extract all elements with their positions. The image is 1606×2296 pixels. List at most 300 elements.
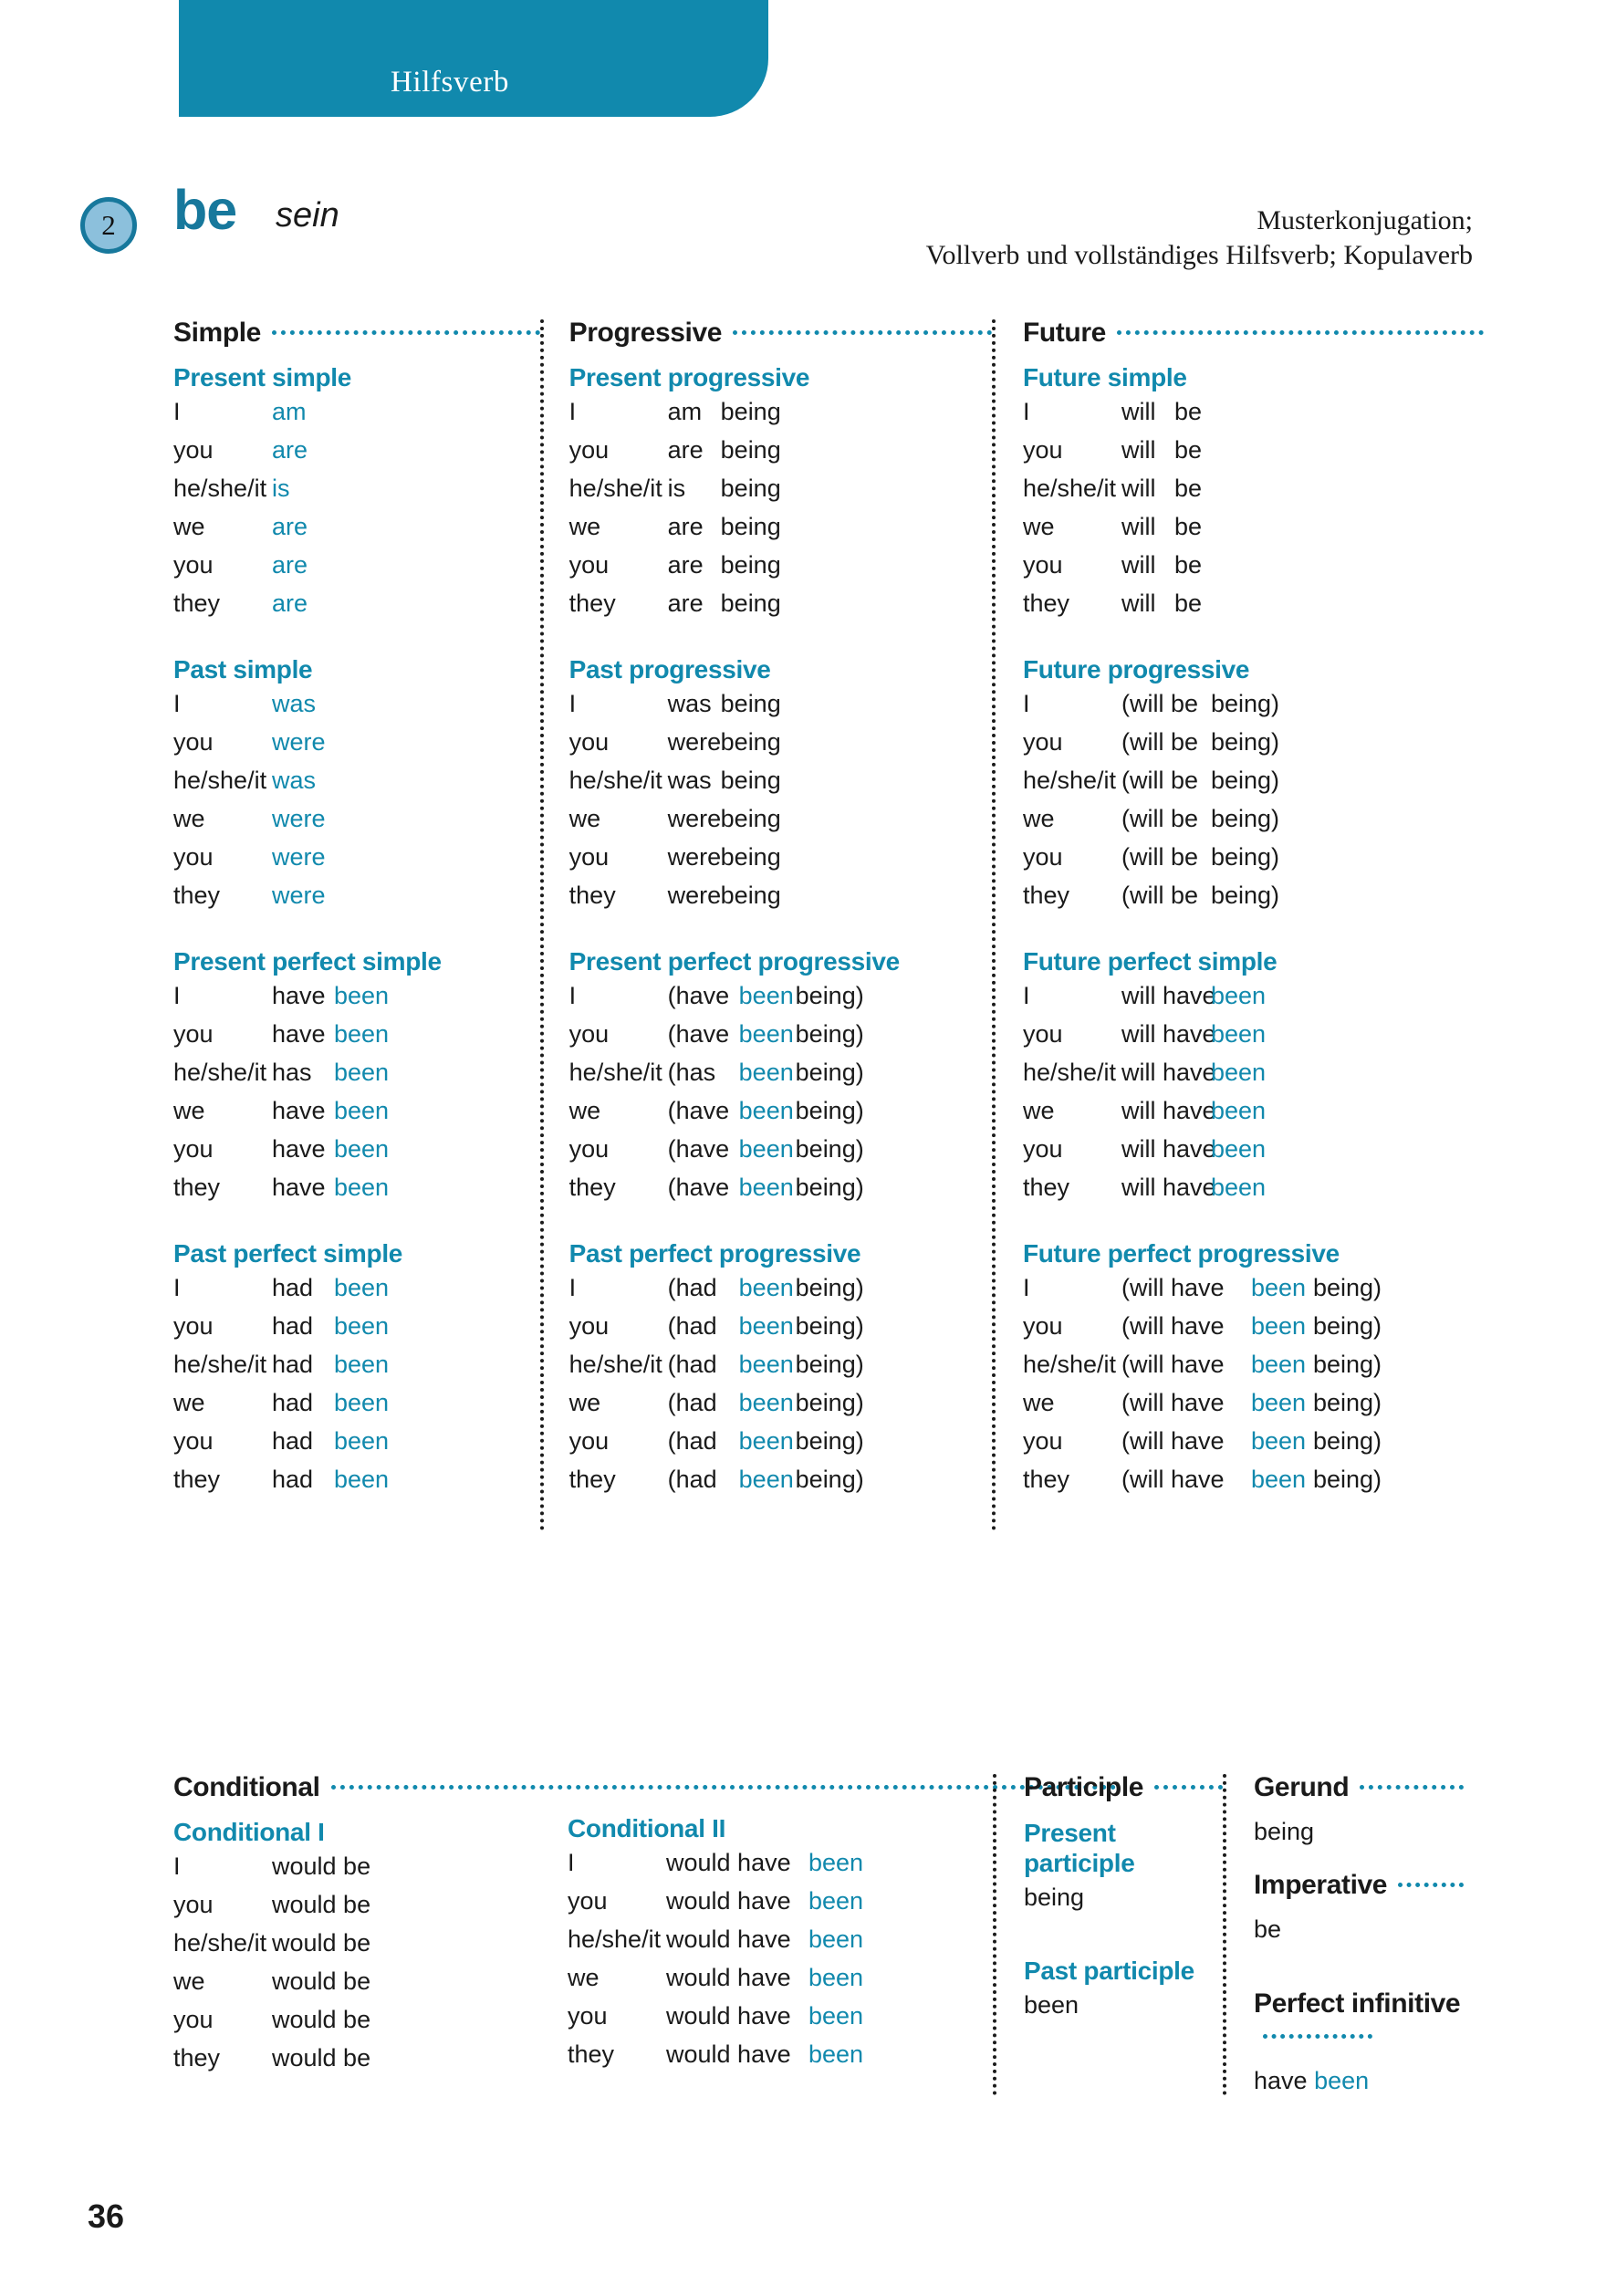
auxiliary: (will have: [1121, 1466, 1225, 1493]
verb-form: been: [334, 1135, 390, 1163]
column-header-future-label: Future: [1022, 318, 1106, 348]
auxiliary: had: [272, 1351, 314, 1378]
conjugation-row: [173, 805, 540, 843]
pronoun: you: [568, 1135, 610, 1163]
verb-form-suffix: being): [795, 1466, 864, 1493]
conjugation-row: [1023, 1059, 1484, 1097]
auxiliary: (have: [667, 1135, 730, 1163]
pronoun: you: [1022, 728, 1063, 756]
verb-form: being): [1210, 690, 1280, 717]
pronoun: I: [173, 690, 181, 717]
gerund-value: being: [1254, 1818, 1315, 1845]
verb-form: been: [1250, 1351, 1307, 1378]
spacer: [1024, 1912, 1223, 1956]
perfect-infinitive-value: [1254, 2067, 1464, 2095]
pronoun: I: [1022, 398, 1030, 425]
conjugation-row: [569, 1174, 992, 1212]
verb-form: is: [272, 475, 290, 502]
conjugation-row: [1023, 805, 1484, 843]
column-header-imperative: [1254, 1870, 1464, 1901]
pronoun: he/she/it: [173, 475, 267, 502]
pronoun: they: [568, 590, 616, 617]
verb-form: being: [720, 690, 781, 717]
spacer: [1254, 1944, 1464, 1988]
conjugation-row: [568, 1849, 993, 1887]
pronoun: I: [568, 982, 577, 1009]
pronoun: we: [1022, 513, 1055, 540]
auxiliary: had: [272, 1312, 314, 1340]
conjugation-row: [173, 690, 540, 728]
pronoun: they: [1022, 882, 1069, 909]
pronoun: we: [1022, 1097, 1055, 1124]
verb-form: be: [1173, 398, 1202, 425]
auxiliary: will: [1121, 551, 1156, 579]
pronoun: we: [173, 1389, 205, 1416]
auxiliary: (had: [667, 1351, 717, 1378]
conjugation-row: [173, 843, 540, 882]
pronoun: they: [173, 882, 221, 909]
entry-number-badge: 2: [80, 197, 137, 254]
auxiliary: (had: [667, 1274, 717, 1301]
auxiliary: am: [667, 398, 703, 425]
auxiliary: would have: [666, 2002, 791, 2030]
pronoun: they: [173, 1174, 221, 1201]
pronoun: we: [568, 1097, 601, 1124]
conjugation-row: [568, 1887, 993, 1926]
column-conditional-two: [542, 1772, 993, 2079]
pronoun: we: [173, 805, 205, 832]
conjugation-row: [1023, 551, 1484, 590]
verb-form: are: [272, 590, 308, 617]
pronoun: we: [568, 513, 601, 540]
auxiliary: (will have: [1121, 1427, 1225, 1455]
dotted-leader: [1154, 1785, 1223, 1790]
pronoun: they: [1022, 590, 1069, 617]
verb-form-suffix: being): [795, 1274, 864, 1301]
pronoun: you: [173, 1312, 214, 1340]
tense-title: Conditional I: [173, 1818, 325, 1846]
conjugation-row: [173, 1967, 542, 2006]
auxiliary: will: [1121, 475, 1156, 502]
auxiliary: (had: [667, 1466, 717, 1493]
conjugation-row: [1023, 1466, 1484, 1504]
pronoun: you: [173, 551, 214, 579]
verb-form-suffix: being): [795, 1312, 864, 1340]
tense-future-perfect-simple: [1023, 947, 1484, 1212]
auxiliary: will: [1121, 513, 1156, 540]
pronoun: they: [173, 2044, 221, 2072]
pronoun: he/she/it: [1022, 1351, 1117, 1378]
verb-form-suffix: being): [795, 1059, 864, 1086]
tense-title: Present progressive: [568, 363, 810, 391]
tense-present-perfect-simple: [173, 947, 540, 1212]
verb-form: being: [720, 843, 781, 871]
pronoun: you: [568, 436, 610, 464]
conjugation-row: [1023, 1135, 1484, 1174]
conjugation-row: [173, 1020, 540, 1059]
conjugation-row: [569, 1466, 992, 1504]
auxiliary: would have: [666, 1964, 791, 1991]
verb-form: being): [1210, 767, 1280, 794]
pronoun: they: [173, 1466, 221, 1493]
conjugation-row: [1023, 1020, 1484, 1059]
perfect-infinitive-participle: been: [1314, 2066, 1370, 2094]
auxiliary: were: [667, 728, 722, 756]
conjugation-row: [569, 843, 992, 882]
auxiliary: (will be: [1121, 767, 1198, 794]
conjugation-row: [1023, 398, 1484, 436]
tense-title: Present perfect simple: [173, 947, 442, 976]
auxiliary: have: [272, 1174, 326, 1201]
pronoun: you: [173, 436, 214, 464]
verb-form-suffix: being): [795, 1174, 864, 1201]
verb-form: been: [1250, 1466, 1307, 1493]
dotted-leader: [272, 330, 540, 335]
dotted-leader: [733, 330, 992, 335]
verb-form: been: [808, 1887, 864, 1915]
dotted-leader: [1263, 2034, 1372, 2039]
conjugation-row: [173, 767, 540, 805]
verb-form: been: [738, 1389, 794, 1416]
verb-form: being: [720, 767, 781, 794]
verb-form: was: [272, 690, 317, 717]
tense-present-progressive: [569, 363, 992, 628]
pronoun: we: [568, 1964, 600, 1991]
auxiliary: are: [667, 436, 704, 464]
conjugation-row: [1023, 590, 1484, 628]
pronoun: we: [568, 1389, 601, 1416]
auxiliary: (will be: [1121, 728, 1198, 756]
verb-form: been: [334, 1020, 390, 1048]
column-header-participle-label: Participle: [1024, 1772, 1144, 1802]
conjugation-row: [569, 1389, 992, 1427]
verb-form: been: [334, 1351, 390, 1378]
verb-form: are: [272, 551, 308, 579]
verb-form: been: [1250, 1312, 1307, 1340]
pronoun: he/she/it: [568, 767, 662, 794]
pronoun: he/she/it: [1022, 767, 1117, 794]
present-participle-label: Present participle: [1024, 1819, 1135, 1878]
auxiliary: would have: [666, 2040, 791, 2068]
conjugation-row: [1023, 1389, 1484, 1427]
conjugation-row: [569, 1020, 992, 1059]
dotted-leader: [1398, 1883, 1464, 1887]
column-gerund-imperative: [1226, 1772, 1464, 2095]
column-header-progressive: [569, 318, 992, 349]
auxiliary: had: [272, 1274, 314, 1301]
conjugation-row: [569, 690, 992, 728]
tense-present-perfect-progressive: [569, 947, 992, 1212]
pronoun: I: [568, 1849, 575, 1876]
conjugation-row: [173, 982, 540, 1020]
tense-title: Present perfect progressive: [568, 947, 900, 976]
conjugation-row: [173, 728, 540, 767]
auxiliary: will: [1121, 590, 1156, 617]
verb-form: are: [272, 436, 308, 464]
pronoun: you: [173, 1135, 214, 1163]
column-participle: [996, 1772, 1223, 2019]
verb-form: being): [1210, 728, 1280, 756]
conjugation-row: [173, 1351, 540, 1389]
verb-form: being): [1210, 882, 1280, 909]
tense-present-simple: [173, 363, 540, 628]
entry-subtitle: [926, 204, 1473, 274]
verb-form: were: [272, 843, 326, 871]
tense-past-perfect-simple: [173, 1239, 540, 1504]
verb-form: would be: [272, 1929, 371, 1957]
conjugation-row: [173, 436, 540, 475]
conjugation-row: [173, 1274, 540, 1312]
pronoun: I: [173, 1274, 181, 1301]
verb-form: been: [738, 1312, 794, 1340]
verb-form: been: [334, 1466, 390, 1493]
pronoun: I: [173, 1852, 181, 1880]
column-conditional: [173, 1772, 542, 2082]
conjugation-row: [569, 1312, 992, 1351]
conjugation-row: [569, 1135, 992, 1174]
verb-form: been: [334, 1274, 390, 1301]
auxiliary: (will have: [1121, 1274, 1225, 1301]
auxiliary: was: [667, 690, 712, 717]
column-future: [996, 318, 1484, 1531]
pronoun: they: [568, 1466, 616, 1493]
conjugation-row: [1023, 728, 1484, 767]
verb-form: been: [1210, 1097, 1267, 1124]
pronoun: you: [568, 843, 610, 871]
auxiliary: have: [272, 1020, 326, 1048]
pronoun: I: [1022, 982, 1030, 1009]
auxiliary: will have: [1121, 1135, 1216, 1163]
auxiliary: will have: [1121, 982, 1216, 1009]
verb-form: would be: [272, 1967, 371, 1995]
conjugation-row: [1023, 1174, 1484, 1212]
section-tab-label: Hilfsverb: [391, 66, 510, 99]
verb-form: would be: [272, 1891, 371, 1918]
verb-form: being: [720, 805, 781, 832]
conjugation-row: [173, 1427, 540, 1466]
pronoun: he/she/it: [173, 767, 267, 794]
verb-form-suffix: being): [1312, 1427, 1382, 1455]
pronoun: they: [1022, 1174, 1069, 1201]
conjugation-row: [173, 1097, 540, 1135]
auxiliary: (will be: [1121, 882, 1198, 909]
conjugation-row: [569, 590, 992, 628]
tense-future-perfect-progressive: [1023, 1239, 1484, 1504]
auxiliary: had: [272, 1466, 314, 1493]
pronoun: you: [1022, 551, 1063, 579]
verb-form-suffix: being): [1312, 1312, 1382, 1340]
column-progressive: [544, 318, 992, 1531]
verb-form: been: [1210, 1059, 1267, 1086]
conjugation-row: [173, 1312, 540, 1351]
auxiliary: (will have: [1121, 1312, 1225, 1340]
conjugation-row: [173, 882, 540, 920]
auxiliary: (will have: [1121, 1389, 1225, 1416]
subtitle-line-2: Vollverb und vollständiges Hilfsverb; Kopulaverb: [925, 240, 1473, 271]
conjugation-row: [569, 767, 992, 805]
verb-form: been: [738, 1135, 794, 1163]
conjugation-row: [173, 551, 540, 590]
pronoun: I: [173, 982, 181, 1009]
dotted-leader: [1360, 1785, 1464, 1790]
tense-title: Future perfect progressive: [1022, 1239, 1340, 1268]
pronoun: you: [568, 1020, 610, 1048]
pronoun: I: [568, 690, 577, 717]
pronoun: they: [568, 2040, 615, 2068]
verb-form: being: [720, 436, 781, 464]
conjugation-row: [569, 1351, 992, 1389]
conjugation-row: [173, 2044, 542, 2082]
tense-title: Past perfect progressive: [568, 1239, 861, 1268]
pronoun: you: [1022, 1312, 1063, 1340]
verb-form-suffix: being): [795, 1020, 864, 1048]
conjugation-row: [1023, 513, 1484, 551]
verb-form: be: [1173, 513, 1202, 540]
verb-form: been: [1250, 1274, 1307, 1301]
verb-form: been: [738, 1427, 794, 1455]
auxiliary: will have: [1121, 1059, 1216, 1086]
auxiliary: were: [667, 882, 722, 909]
conjugation-row: [569, 882, 992, 920]
verb-form-suffix: being): [1312, 1389, 1382, 1416]
conjugation-row: [173, 2006, 542, 2044]
header-spacer: [568, 1772, 993, 1814]
verb-form: been: [334, 982, 390, 1009]
pronoun: you: [173, 1891, 214, 1918]
pronoun: I: [568, 398, 577, 425]
conjugation-row: [1023, 690, 1484, 728]
verb-headword: be: [173, 179, 237, 241]
verb-form: been: [334, 1097, 390, 1124]
verb-form: been: [808, 1964, 864, 1991]
verb-form: would be: [272, 2044, 371, 2072]
verb-form: been: [808, 2040, 864, 2068]
conjugation-row: [173, 1466, 540, 1504]
page-number: 36: [88, 2197, 125, 2235]
column-header-progressive-label: Progressive: [568, 318, 723, 348]
conjugation-row: [1023, 475, 1484, 513]
conjugation-row: [569, 1427, 992, 1466]
conjugation-row: [173, 1059, 540, 1097]
tense-title: Past progressive: [568, 655, 771, 684]
tense-title: Future progressive: [1022, 655, 1250, 684]
verb-form-suffix: being): [795, 1351, 864, 1378]
auxiliary: would have: [666, 1887, 791, 1915]
verb-form: being: [720, 513, 781, 540]
conjugation-row: [1023, 767, 1484, 805]
pronoun: we: [173, 1097, 205, 1124]
pronoun: you: [173, 843, 214, 871]
conjugation-row: [568, 2040, 993, 2079]
pronoun: you: [568, 1427, 610, 1455]
pronoun: we: [173, 513, 205, 540]
conjugation-row: [569, 1097, 992, 1135]
verb-form: been: [738, 1466, 794, 1493]
pronoun: he/she/it: [1022, 475, 1117, 502]
verb-form-suffix: being): [1312, 1274, 1382, 1301]
tense-title: Conditional II: [568, 1814, 726, 1842]
pronoun: he/she/it: [568, 475, 662, 502]
verb-form: been: [738, 1351, 794, 1378]
verb-form: being: [720, 398, 781, 425]
pronoun: you: [1022, 1427, 1063, 1455]
verb-form: been: [738, 1097, 794, 1124]
verb-form: were: [272, 805, 326, 832]
conjugation-row: [173, 1389, 540, 1427]
subtitle-line-1: Musterkonjugation;: [1257, 205, 1473, 235]
auxiliary: are: [667, 590, 704, 617]
verb-form: been: [1210, 982, 1267, 1009]
pronoun: I: [1022, 690, 1030, 717]
verb-form: been: [334, 1174, 390, 1201]
conjugation-row: [1023, 1312, 1484, 1351]
conjugation-row: [1023, 1351, 1484, 1389]
auxiliary: would have: [666, 1849, 791, 1876]
tense-title: Past perfect simple: [173, 1239, 403, 1268]
column-header-conditional-label: Conditional: [173, 1772, 320, 1802]
verb-form-suffix: being): [795, 982, 864, 1009]
conjugation-row: [173, 1852, 542, 1891]
auxiliary: will have: [1121, 1020, 1216, 1048]
column-header-imperative-label: Imperative: [1254, 1870, 1388, 1900]
auxiliary: had: [272, 1427, 314, 1455]
pronoun: you: [568, 2002, 608, 2030]
verb-form: been: [738, 1020, 794, 1048]
verb-form-suffix: being): [795, 1135, 864, 1163]
pronoun: he/she/it: [173, 1351, 267, 1378]
past-participle-label: Past participle: [1024, 1957, 1194, 1986]
dotted-leader: [1117, 330, 1484, 335]
auxiliary: was: [667, 767, 712, 794]
verb-form-suffix: being): [795, 1389, 864, 1416]
pronoun: they: [1022, 1466, 1069, 1493]
conjugation-row: [569, 1059, 992, 1097]
verb-form: be: [1173, 436, 1202, 464]
auxiliary: were: [667, 805, 722, 832]
verb-form: been: [1210, 1135, 1267, 1163]
auxiliary: (have: [667, 1097, 730, 1124]
tense-future-progressive: [1023, 655, 1484, 920]
pronoun: you: [173, 728, 214, 756]
auxiliary: is: [667, 475, 686, 502]
verb-form-suffix: being): [795, 1097, 864, 1124]
present-participle-value: being: [1024, 1884, 1085, 1912]
auxiliary: (has: [667, 1059, 716, 1086]
verb-translation: sein: [276, 196, 339, 235]
conjugation-row: [1023, 982, 1484, 1020]
verb-form: been: [334, 1059, 390, 1086]
verb-form-suffix: being): [1312, 1466, 1382, 1493]
conjugation-row: [569, 475, 992, 513]
verb-form: been: [738, 1059, 794, 1086]
conjugation-row: [173, 513, 540, 551]
pronoun: you: [568, 551, 610, 579]
verb-form: was: [272, 767, 317, 794]
conjugation-row: [569, 982, 992, 1020]
pronoun: they: [568, 1174, 616, 1201]
pronoun: we: [568, 805, 601, 832]
conjugation-row: [1023, 843, 1484, 882]
pronoun: we: [173, 1967, 205, 1995]
pronoun: we: [1022, 1389, 1055, 1416]
pronoun: we: [1022, 805, 1055, 832]
verb-form: being: [720, 475, 781, 502]
auxiliary: (had: [667, 1389, 717, 1416]
section-tab: [179, 0, 768, 117]
perfect-infinitive-aux: have: [1254, 2066, 1308, 2094]
verb-form: being): [1210, 843, 1280, 871]
pronoun: you: [568, 1312, 610, 1340]
